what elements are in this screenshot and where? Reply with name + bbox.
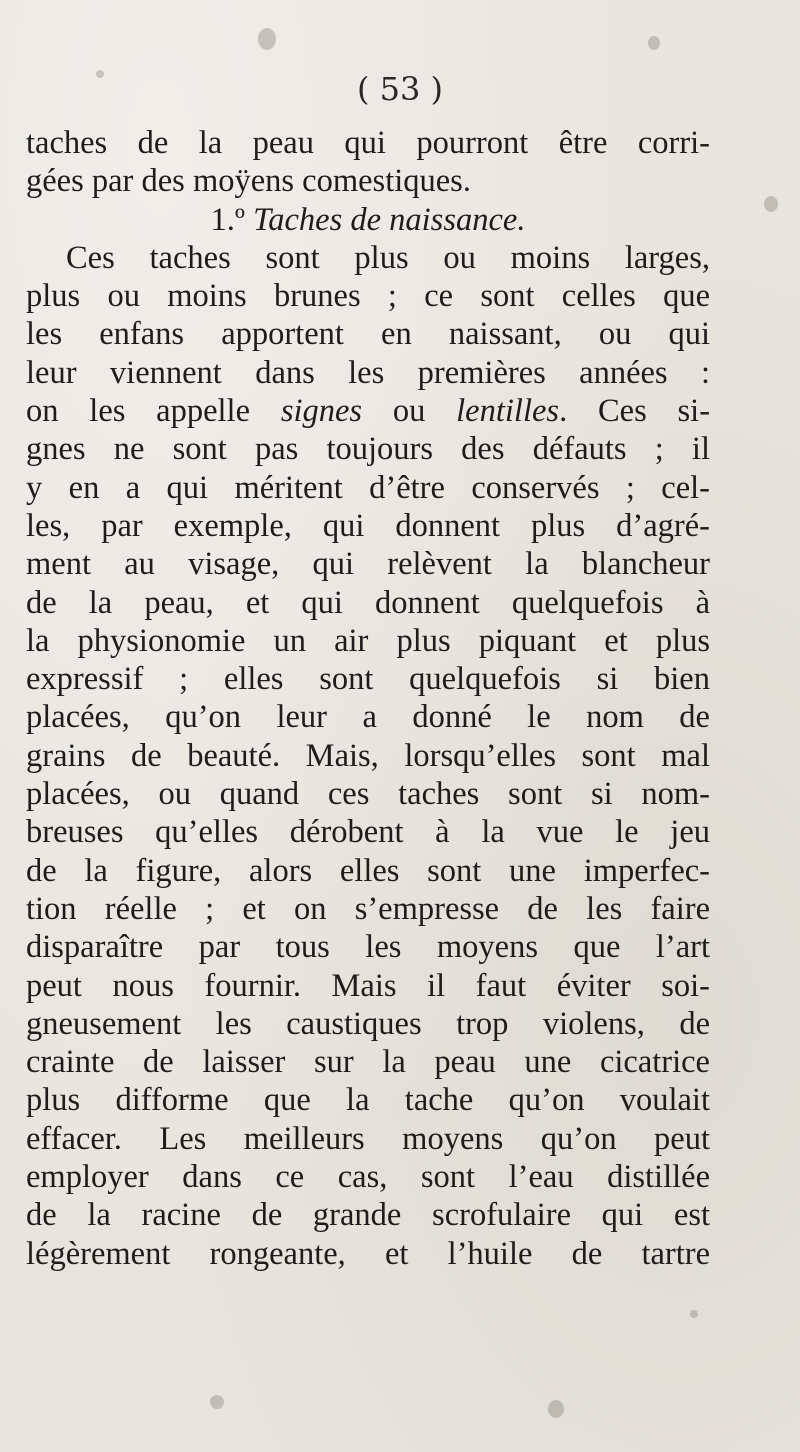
text-line: gées par des moÿens comestiques. [26, 163, 471, 200]
text-line: de la racine de grande scrofulaire qui est [26, 1197, 710, 1234]
text-line: y en a qui méritent d’être conservés ; cel- [26, 469, 710, 506]
text-line [26, 392, 710, 430]
paper-speck [210, 1395, 224, 1409]
text-line: peut nous fournir. Mais il faut éviter soi- [26, 967, 710, 1004]
text-fragment: ou [362, 393, 457, 430]
paper-speck [648, 36, 660, 50]
italic-term: signes [280, 393, 363, 430]
text-line: disparaître par tous les moyens que l’art [26, 929, 710, 966]
text-line: grains de beauté. Mais, lorsqu’elles sont mal [26, 737, 710, 774]
text-line: breuses qu’elles dérobent à la vue le jeu [26, 814, 710, 851]
text-line: plus difforme que la tache qu’on voulait [26, 1082, 710, 1119]
page-number: ( 53 ) [356, 70, 444, 108]
text-line: les, par exemple, qui donnent plus d’agré- [26, 507, 710, 544]
paper-speck [258, 28, 276, 50]
text-line: ment au visage, qui relèvent la blancheur [26, 546, 710, 583]
text-line: de la figure, alors elles sont une imperfec- [26, 852, 710, 889]
text-line: légèrement rongeante, et l’huile de tartre [26, 1235, 710, 1272]
text-line: les enfans apportent en naissant, ou qui [26, 316, 710, 353]
text-fragment: on les appelle [26, 393, 281, 430]
text-line: Ces taches sont plus ou moins larges, [66, 239, 710, 276]
section-number: 1.º [210, 201, 254, 238]
section-title: Taches de naissance. [253, 201, 526, 238]
text-line: crainte de laisser sur la peau une cicatrice [26, 1044, 710, 1081]
text-line: la physionomie un air plus piquant et plus [26, 622, 710, 659]
section-heading [26, 201, 710, 239]
text-line: employer dans ce cas, sont l’eau distillée [26, 1159, 710, 1196]
body-text [26, 124, 710, 1273]
text-fragment: . Ces si- [559, 393, 711, 430]
text-line: taches de la peau qui pourront être corri- [26, 125, 710, 161]
text-line: gnes ne sont pas toujours des défauts ; il [26, 431, 710, 468]
text-line: placées, qu’on leur a donné le nom de [26, 699, 710, 736]
paper-speck [548, 1400, 564, 1418]
text-line: effacer. Les meilleurs moyens qu’on peut [26, 1120, 710, 1157]
text-line: leur viennent dans les premières années : [26, 354, 710, 391]
text-line: tion réelle ; et on s’empresse de les faire [26, 890, 710, 927]
text-line: expressif ; elles sont quelquefois si bien [26, 661, 710, 698]
text-line: gneusement les caustiques trop violens, de [26, 1005, 710, 1042]
text-line: placées, ou quand ces taches sont si nom- [26, 776, 710, 813]
paper-speck [690, 1310, 698, 1318]
text-line: de la peau, et qui donnent quelquefois à [26, 584, 710, 621]
italic-term: lentilles [456, 393, 560, 430]
paper-speck [764, 196, 778, 212]
text-line: plus ou moins brunes ; ce sont celles que [26, 278, 710, 315]
